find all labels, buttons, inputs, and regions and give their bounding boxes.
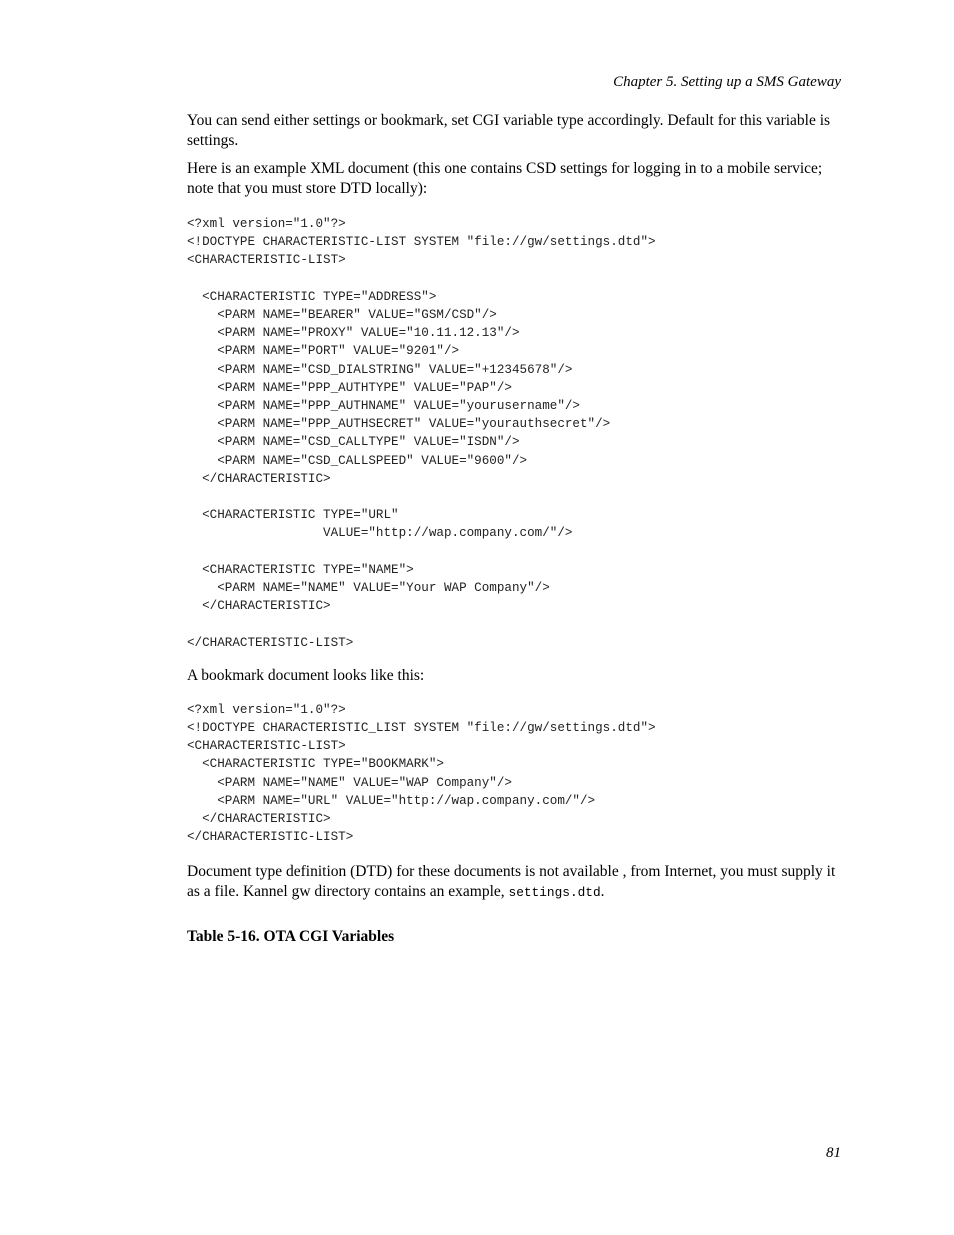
paragraph-dtd-note (187, 862, 843, 903)
running-header: Chapter 5. Setting up a SMS Gateway (613, 74, 841, 90)
code-block-settings-xml: <?xml version="1.0"?> <!DOCTYPE CHARACTERISTIC-LIST SYSTEM "file://gw/settings.dtd"> <CHARACTERISTIC-LIST> <CHARACTERISTIC TYPE="ADDRESS"> <PARM NAME="BEARER" VALUE="GSM/CSD"/> <PARM NAME="PROXY" VALUE="10.11.12.13"/> <PARM NAME="PORT" VALUE="9201"/> <PARM NAME="CSD_DIALSTRING" VALUE="+12345678"/> <PARM NAME="PPP_AUTHTYPE" VALUE="PAP"/> <PARM NAME="PPP_AUTHNAME" VALUE="yourusername"/> <PARM NAME="PPP_AUTHSECRET" VALUE="yourauthsecret"/> <PARM NAME="CSD_CALLTYPE" VALUE="ISDN"/> <PARM NAME="CSD_CALLSPEED" VALUE="9600"/> </CHARACTERISTIC> <CHARACTERISTIC TYPE="URL" VALUE="http://wap.company.com/"/> <CHARACTERISTIC TYPE="NAME"> <PARM NAME="NAME" VALUE="Your WAP Company"/> </CHARACTERISTIC> </CHARACTERISTIC-LIST> (187, 217, 656, 650)
settings-dtd-filename: settings.dtd (508, 884, 601, 900)
dtd-note-end: . (600, 882, 605, 900)
paragraph-bookmark-intro: A bookmark document looks like this: (187, 666, 425, 684)
code-block-bookmark-xml: <?xml version="1.0"?> <!DOCTYPE CHARACTERISTIC_LIST SYSTEM "file://gw/settings.dtd"> <CHARACTERISTIC-LIST> <CHARACTERISTIC TYPE="BOOKMARK"> <PARM NAME="NAME" VALUE="WAP Company"/> <PARM NAME="URL" VALUE="http://wap.company.com/"/> </CHARACTERISTIC> </CHARACTERISTIC-LIST> (187, 702, 656, 845)
page-number: 81 (826, 1145, 841, 1161)
table-title: Table 5-16. OTA CGI Variables (187, 927, 395, 945)
dtd-note-text: Document type definition (DTD) for these documents is not available , from Internet, you must supply it as a file. Kannel gw directory contains an example, (187, 862, 836, 900)
paragraph-type-variable: You can send either settings or bookmark, set CGI variable type accordingly. Default for this variable is settings. (187, 112, 831, 149)
page-content (187, 111, 843, 947)
paragraph-xml-example-intro: Here is an example XML document (this one contains CSD settings for logging in to a mobile service; note that you must store DTD locally): (187, 160, 823, 197)
